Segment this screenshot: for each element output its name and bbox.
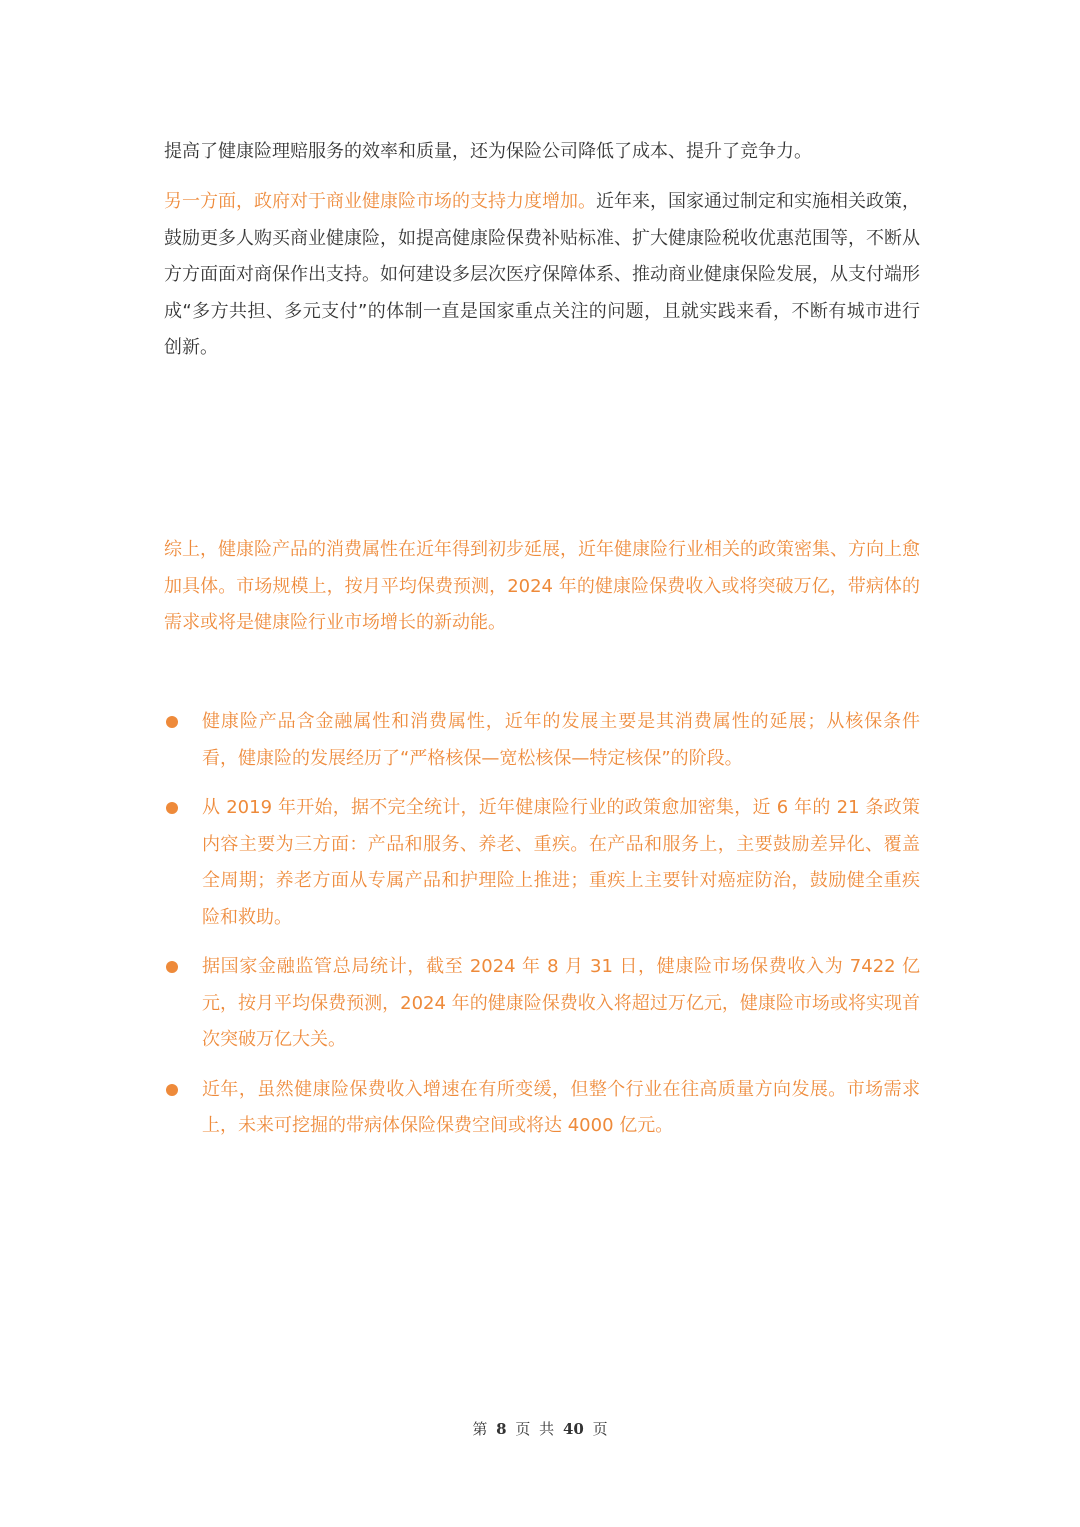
list-item bbox=[164, 790, 920, 936]
total-page-count: 40 bbox=[562, 1420, 584, 1438]
bullet-text: 健康险产品含金融属性和消费属性，近年的发展主要是其消费属性的延展；从核保条件看，健康险的发展经历了“严格核保—宽松核保—特定核保”的阶段。 bbox=[202, 711, 920, 769]
footer-prefix: 第 bbox=[472, 1420, 488, 1438]
paragraph-government-support bbox=[164, 184, 920, 367]
footer-middle: 页 共 bbox=[515, 1420, 555, 1438]
bullet-dot-icon bbox=[166, 961, 178, 973]
page-footer bbox=[0, 1418, 1080, 1439]
list-item bbox=[164, 1072, 920, 1145]
bullet-text: 据国家金融监管总局统计，截至 2024 年 8 月 31 日，健康险市场保费收入为 7422 亿元，按月平均保费预测，2024 年的健康险保费收入将超过万亿元，健康险市场或将实现首次突破万亿大关。 bbox=[202, 956, 920, 1050]
summary-text: 综上，健康险产品的消费属性在近年得到初步延展，近年健康险行业相关的政策密集、方向上愈加具体。市场规模上，按月平均保费预测，2024 年的健康险保费收入或将突破万亿，带病体的需求或将是健康险行业市场增长的新动能。 bbox=[164, 539, 920, 633]
footer-suffix: 页 bbox=[592, 1420, 608, 1438]
bullet-dot-icon bbox=[166, 716, 178, 728]
bullet-dot-icon bbox=[166, 802, 178, 814]
paragraph1-text: 提高了健康险理赔服务的效率和质量，还为保险公司降低了成本、提升了竞争力。 bbox=[164, 141, 812, 162]
key-points-list bbox=[164, 704, 920, 1158]
bullet-dot-icon bbox=[166, 1084, 178, 1096]
paragraph2-highlight: 另一方面，政府对于商业健康险市场的支持力度增加。 bbox=[164, 191, 596, 212]
list-item bbox=[164, 949, 920, 1059]
summary-paragraph bbox=[164, 532, 920, 642]
list-item bbox=[164, 704, 920, 777]
paragraph-claims-efficiency bbox=[164, 134, 920, 171]
paragraph2-rest: 近年来，国家通过制定和实施相关政策，鼓励更多人购买商业健康险，如提高健康险保费补贴标准、扩大健康险税收优惠范围等，不断从方方面面对商保作出支持。如何建设多层次医疗保障体系、推动商业健康保险发展，从支付端形成“多方共担、多元支付”的体制一直是国家重点关注的问题，且就实践来看，不断有城市进行创新。 bbox=[164, 191, 920, 358]
current-page-number: 8 bbox=[496, 1420, 507, 1438]
bullet-text: 近年，虽然健康险保费收入增速在有所变缓，但整个行业在往高质量方向发展。市场需求上，未来可挖掘的带病体保险保费空间或将达 4000 亿元。 bbox=[202, 1078, 920, 1136]
bullet-text: 从 2019 年开始，据不完全统计，近年健康险行业的政策愈加密集，近 6 年的 21 条政策内容主要为三方面：产品和服务、养老、重疾。在产品和服务上，主要鼓励差异化、覆盖全周期；养老方面从专属产品和护理险上推进；重疾上主要针对癌症防治，鼓励健全重疾险和救助。 bbox=[202, 797, 920, 928]
